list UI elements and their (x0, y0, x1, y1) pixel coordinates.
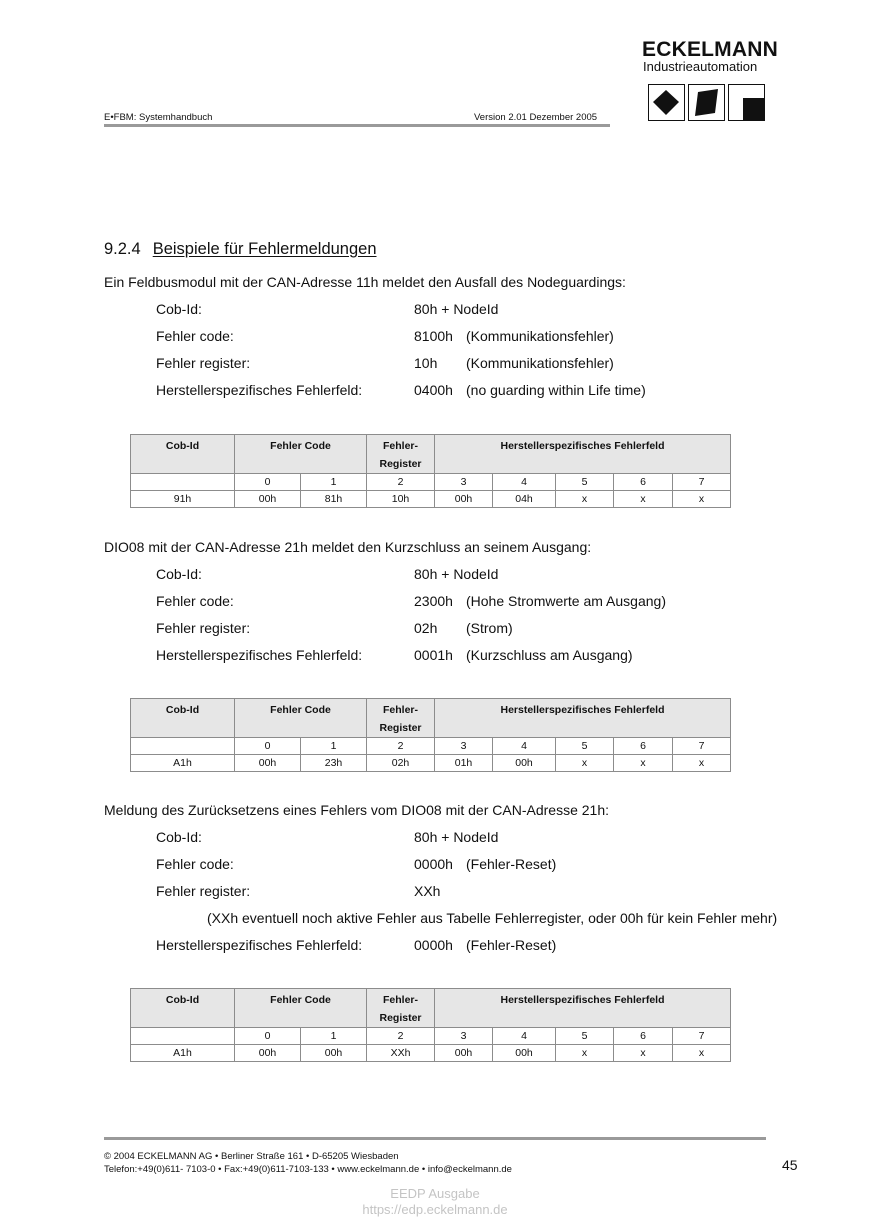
value-cell: 00h (435, 1045, 493, 1062)
header-hersteller: Herstellerspezifisches Fehlerfeld (435, 699, 731, 738)
value-cell: XXh (367, 1045, 435, 1062)
value-cell: 81h (301, 491, 367, 508)
example1-desc-hersteller: (no guarding within Life time) (466, 382, 646, 398)
example2-table (130, 698, 731, 772)
index-cell: 6 (614, 1028, 673, 1045)
index-cell: 1 (301, 738, 367, 755)
example1-key-fehler-register: Fehler register: (156, 355, 251, 371)
value-cell: 00h (235, 755, 301, 772)
table-value-row (131, 491, 731, 508)
example2-desc-hersteller: (Kurzschluss am Ausgang) (466, 647, 633, 663)
value-cell: 23h (301, 755, 367, 772)
example1-key-cob-id: Cob-Id: (156, 301, 202, 317)
watermark-title: EEDP Ausgabe (390, 1186, 480, 1201)
index-cell: 3 (435, 474, 493, 491)
index-cell: 4 (493, 738, 556, 755)
example3-value-fehler-code: 0000h (414, 856, 453, 872)
example1-key-fehler-code: Fehler code: (156, 328, 234, 344)
header-fehler-register-line2: Register (379, 458, 422, 470)
index-cell: 3 (435, 738, 493, 755)
example2-key-hersteller: Herstellerspezifisches Fehlerfeld: (156, 647, 363, 663)
example3-value-hersteller: 0000h (414, 937, 453, 953)
table-value-row (131, 1045, 731, 1062)
index-cell: 6 (614, 474, 673, 491)
section-title (104, 240, 377, 259)
index-cell: 4 (493, 1028, 556, 1045)
value-cell: 00h (493, 1045, 556, 1062)
table-value-row (131, 755, 731, 772)
example3-desc-hersteller: (Fehler-Reset) (466, 937, 557, 953)
header-fehler-register-line1: Fehler- (382, 704, 418, 716)
value-cell: x (614, 491, 673, 508)
value-cell: 01h (435, 755, 493, 772)
index-cell: 5 (556, 738, 614, 755)
header-fehler-register (367, 699, 435, 738)
example2-value-hersteller: 0001h (414, 647, 453, 663)
example3-key-fehler-register: Fehler register: (156, 883, 251, 899)
header-hersteller: Herstellerspezifisches Fehlerfeld (435, 989, 731, 1028)
table-index-row (131, 474, 731, 491)
index-cell: 7 (673, 1028, 731, 1045)
example1-desc-fehler-code: (Kommunikationsfehler) (466, 328, 614, 344)
watermark-url: https://edp.eckelmann.de (362, 1202, 508, 1217)
example2-key-cob-id: Cob-Id: (156, 566, 202, 582)
index-cell: 4 (493, 474, 556, 491)
example2-key-fehler-code: Fehler code: (156, 593, 234, 609)
example2-value-fehler-register: 02h (414, 620, 438, 636)
example1-intro: Ein Feldbusmodul mit der CAN-Adresse 11h meldet den Ausfall des Nodeguardings: (104, 274, 626, 290)
header-fehler-register (367, 989, 435, 1028)
example1-value-fehler-code: 8100h (414, 328, 453, 344)
example1-value-fehler-register: 10h (414, 355, 438, 371)
value-cell: x (556, 1045, 614, 1062)
header-fehler-register-line1: Fehler- (382, 994, 418, 1006)
value-cell: A1h (131, 755, 235, 772)
value-cell: 00h (435, 491, 493, 508)
example3-value-cob-id: 80h + NodeId (414, 829, 499, 845)
example3-key-cob-id: Cob-Id: (156, 829, 202, 845)
example3-key-fehler-code: Fehler code: (156, 856, 234, 872)
section-number: 9.2.4 (104, 240, 141, 258)
value-cell: 00h (493, 755, 556, 772)
logo-square-3-icon (728, 84, 765, 121)
footer-contact: Telefon:+49(0)611- 7103-0 • Fax:+49(0)611-7103-133 • www.eckelmann.de • info@eckelmann.de (104, 1164, 512, 1175)
index-cell: 2 (367, 1028, 435, 1045)
header-fehler-register-line2: Register (379, 1012, 422, 1024)
example3-intro: Meldung des Zurücksetzens eines Fehlers vom DIO08 mit der CAN-Adresse 21h: (104, 802, 609, 818)
value-cell: x (614, 755, 673, 772)
value-cell: x (556, 491, 614, 508)
header-fehler-register-line2: Register (379, 722, 422, 734)
index-cell: 2 (367, 738, 435, 755)
logo-square-1-icon (648, 84, 685, 121)
header-fehler-code: Fehler Code (235, 435, 367, 474)
header-fehler-register-line1: Fehler- (382, 440, 418, 452)
example2-intro: DIO08 mit der CAN-Adresse 21h meldet den Kurzschluss an seinem Ausgang: (104, 539, 592, 555)
index-cell: 5 (556, 1028, 614, 1045)
index-cell: 3 (435, 1028, 493, 1045)
index-cell: 0 (235, 474, 301, 491)
index-cell: 5 (556, 474, 614, 491)
header-cob-id: Cob-Id (131, 435, 235, 474)
header-hersteller: Herstellerspezifisches Fehlerfeld (435, 435, 731, 474)
index-cell: 6 (614, 738, 673, 755)
table-header-row (131, 699, 731, 738)
value-cell: x (673, 755, 731, 772)
example2-desc-fehler-code: (Hohe Stromwerte am Ausgang) (466, 593, 666, 609)
example2-value-fehler-code: 2300h (414, 593, 453, 609)
header-rule (104, 124, 610, 127)
example1-value-hersteller: 0400h (414, 382, 453, 398)
example3-value-fehler-register: XXh (414, 883, 441, 899)
example1-value-cob-id: 80h + NodeId (414, 301, 499, 317)
value-cell: x (614, 1045, 673, 1062)
example3-note: (XXh eventuell noch aktive Fehler aus Tabelle Fehlerregister, oder 00h für kein Fehler mehr) (207, 910, 778, 926)
value-cell: 10h (367, 491, 435, 508)
header-document-title: E•FBM: Systemhandbuch (104, 112, 213, 123)
value-cell: 91h (131, 491, 235, 508)
value-cell: x (673, 491, 731, 508)
logo-square-2-icon (688, 84, 725, 121)
value-cell: 02h (367, 755, 435, 772)
example2-value-cob-id: 80h + NodeId (414, 566, 499, 582)
index-cell: 1 (301, 1028, 367, 1045)
index-cell-empty (131, 738, 235, 755)
header-fehler-register (367, 435, 435, 474)
section-heading: Beispiele für Fehlermeldungen (152, 240, 377, 258)
table-header-row (131, 435, 731, 474)
index-cell: 1 (301, 474, 367, 491)
example1-table (130, 434, 731, 508)
example2-desc-fehler-register: (Strom) (466, 620, 513, 636)
header-cob-id: Cob-Id (131, 989, 235, 1028)
footer-rule (104, 1137, 766, 1140)
page-number: 45 (782, 1157, 798, 1173)
table-index-row (131, 1028, 731, 1045)
index-cell: 2 (367, 474, 435, 491)
example2-key-fehler-register: Fehler register: (156, 620, 251, 636)
value-cell: 00h (235, 491, 301, 508)
example1-key-hersteller: Herstellerspezifisches Fehlerfeld: (156, 382, 363, 398)
value-cell: x (556, 755, 614, 772)
table-index-row (131, 738, 731, 755)
index-cell: 7 (673, 738, 731, 755)
header-fehler-code: Fehler Code (235, 989, 367, 1028)
index-cell: 7 (673, 474, 731, 491)
index-cell-empty (131, 474, 235, 491)
index-cell: 0 (235, 738, 301, 755)
table-header-row (131, 989, 731, 1028)
logo-subtitle: Industrieautomation (643, 59, 758, 74)
example3-key-hersteller: Herstellerspezifisches Fehlerfeld: (156, 937, 363, 953)
value-cell: x (673, 1045, 731, 1062)
header-cob-id: Cob-Id (131, 699, 235, 738)
example3-desc-fehler-code: (Fehler-Reset) (466, 856, 557, 872)
index-cell: 0 (235, 1028, 301, 1045)
logo-name: ECKELMANN (642, 38, 778, 61)
value-cell: 04h (493, 491, 556, 508)
index-cell-empty (131, 1028, 235, 1045)
value-cell: 00h (235, 1045, 301, 1062)
header-fehler-code: Fehler Code (235, 699, 367, 738)
value-cell: 00h (301, 1045, 367, 1062)
example1-desc-fehler-register: (Kommunikationsfehler) (466, 355, 614, 371)
footer-address: © 2004 ECKELMANN AG • Berliner Straße 161 • D-65205 Wiesbaden (104, 1151, 399, 1162)
example3-table (130, 988, 731, 1062)
header-version: Version 2.01 Dezember 2005 (474, 112, 598, 123)
value-cell: A1h (131, 1045, 235, 1062)
